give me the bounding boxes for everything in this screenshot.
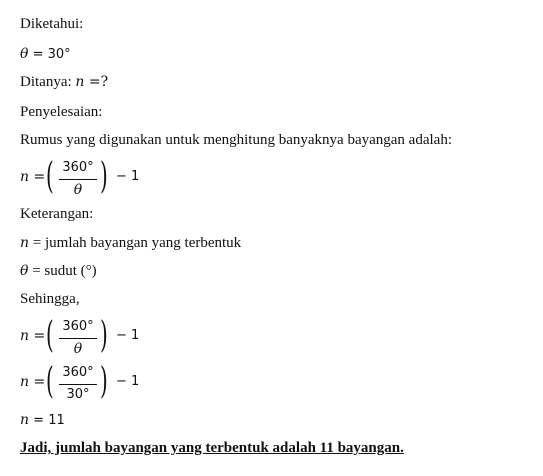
- numerator: 360°: [62, 160, 94, 175]
- step1-lhs: [20, 328, 45, 345]
- conclusion-text: Jadi, jumlah bayangan yang terbentuk adalah 11 bayangan.: [20, 440, 404, 456]
- close-paren: ): [100, 361, 108, 402]
- legend-heading: Keterangan:: [20, 206, 94, 222]
- legend-text: = jumlah bayangan yang terbentuk: [29, 235, 242, 251]
- result-value: = 11: [29, 413, 65, 428]
- open-paren: (: [46, 315, 54, 356]
- n-symbol: n: [20, 374, 30, 390]
- n-symbol: n: [20, 328, 30, 344]
- n-symbol: n: [20, 169, 30, 185]
- question-label: Ditanya:: [20, 74, 76, 90]
- given-angle-value: = 30°: [28, 47, 71, 62]
- theta-symbol: θ: [20, 263, 29, 279]
- fraction: [56, 157, 100, 201]
- fraction-bar: [59, 384, 97, 385]
- question-eq: =?: [84, 74, 109, 90]
- given-angle: [20, 45, 71, 64]
- denominator: 30°: [66, 387, 90, 402]
- result-line: [20, 411, 65, 430]
- open-paren: (: [46, 156, 54, 197]
- denominator: θ: [73, 341, 83, 357]
- step2-equation: [20, 362, 220, 406]
- fraction-bar: [59, 338, 97, 339]
- close-paren: ): [100, 156, 108, 197]
- given-heading: Diketahui:: [20, 16, 84, 32]
- step2-lhs: [20, 374, 45, 391]
- solution-heading: Penyelesaian:: [20, 104, 103, 120]
- close-paren: ): [100, 315, 108, 356]
- formula-lhs: [20, 169, 45, 186]
- equals-sign: =: [29, 328, 46, 344]
- numerator: 360°: [62, 365, 94, 380]
- denominator: θ: [73, 182, 83, 198]
- legend-item-n: [20, 234, 241, 252]
- minus-one: − 1: [116, 169, 140, 184]
- legend-item-theta: [20, 262, 97, 280]
- n-symbol: n: [20, 235, 30, 251]
- fraction: [56, 316, 100, 360]
- therefore-label: Sehingga,: [20, 291, 80, 307]
- minus-one: − 1: [116, 374, 140, 389]
- fraction-bar: [59, 179, 97, 180]
- legend-text: = sudut (°): [28, 263, 97, 279]
- equals-sign: =: [29, 374, 46, 390]
- formula-equation: [20, 157, 220, 201]
- equals-sign: =: [29, 169, 46, 185]
- question-line: [20, 73, 108, 91]
- step1-equation: [20, 316, 220, 360]
- open-paren: (: [46, 361, 54, 402]
- minus-one: − 1: [116, 328, 140, 343]
- numerator: 360°: [62, 319, 94, 334]
- n-symbol: n: [20, 412, 30, 428]
- formula-intro: Rumus yang digunakan untuk menghitung banyaknya bayangan adalah:: [20, 132, 452, 148]
- fraction: [56, 362, 100, 406]
- n-symbol: n: [75, 74, 85, 90]
- theta-symbol: θ: [20, 46, 29, 62]
